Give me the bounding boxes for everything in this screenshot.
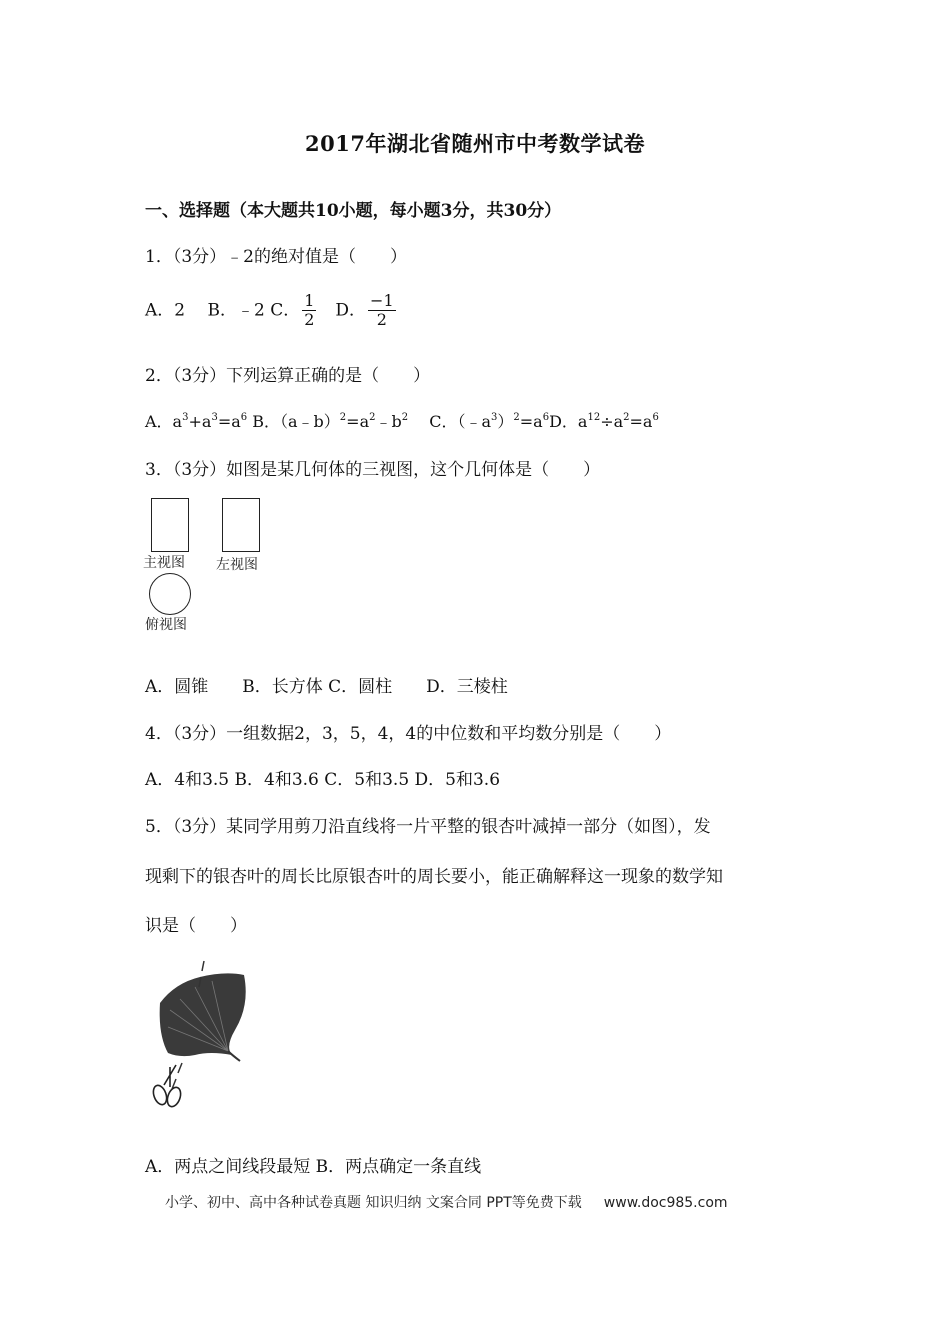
footer-url[interactable]: www.doc985.com bbox=[603, 1195, 728, 1211]
fraction-half: $\frac{1}{2}$ bbox=[304, 291, 315, 330]
question-3-stem: 3．（3分）如图是某几何体的三视图，这个几何体是（ ） bbox=[145, 460, 601, 480]
page-footer bbox=[165, 1192, 728, 1212]
question-5-line-3: 识是（ ） bbox=[145, 916, 247, 936]
top-view-label: 俯视图 bbox=[145, 617, 187, 633]
question-1-stem: 1．（3分）﹣2的绝对值是（ ） bbox=[145, 247, 407, 267]
question-5-options: A．两点之间线段最短 B．两点确定一条直线 bbox=[145, 1157, 482, 1177]
question-2-options: A．$a^3+a^3=a^6$ B．$(a﹣b)^2=a^2﹣b^2$ C．$(﹣a^3)^2=a^6D$．$a^{12}\div a^2=a^6$ bbox=[145, 412, 659, 431]
top-view-circle bbox=[149, 573, 191, 615]
ginkgo-leaf-scissors-figure bbox=[140, 955, 260, 1115]
page-title: 2017年湖北省随州市中考数学试卷 bbox=[305, 131, 645, 156]
footer-text: 小学、初中、高中各种试卷真题 知识归纳 文案合同 PPT等免费下载 bbox=[165, 1195, 582, 1211]
front-view-rectangle bbox=[151, 498, 189, 552]
question-5-line-1: 5．（3分）某同学用剪刀沿直线将一片平整的银杏叶减掉一部分（如图），发 bbox=[145, 817, 711, 837]
question-4-stem: 4．（3分）一组数据2，3，5，4，4的中位数和平均数分别是（ ） bbox=[145, 724, 672, 744]
question-2-stem: 2．（3分）下列运算正确的是（ ） bbox=[145, 366, 431, 386]
question-5-line-2: 现剩下的银杏叶的周长比原银杏叶的周长要小，能正确解释这一现象的数学知 bbox=[145, 867, 723, 887]
front-view-label: 主视图 bbox=[143, 555, 185, 571]
question-3-options: A．圆锥 B．长方体 C．圆柱 D．三棱柱 bbox=[145, 677, 508, 697]
ginkgo-leaf-icon bbox=[160, 973, 246, 1061]
fraction-neg-half: $\frac{-1}{2}$ bbox=[370, 291, 394, 330]
left-view-rectangle bbox=[222, 498, 260, 552]
q1-option-d-label: D． bbox=[318, 300, 367, 321]
left-view-label: 左视图 bbox=[216, 557, 258, 573]
question-4-options: A．4和3.5 B．4和3.6 C．5和3.5 D．5和3.6 bbox=[145, 770, 501, 790]
section-heading: 一、选择题（本大题共10小题，每小题3分，共30分） bbox=[145, 201, 562, 221]
q1-options-ab: A．2 B．﹣2 C． bbox=[145, 300, 301, 321]
question-1-options bbox=[145, 292, 398, 330]
